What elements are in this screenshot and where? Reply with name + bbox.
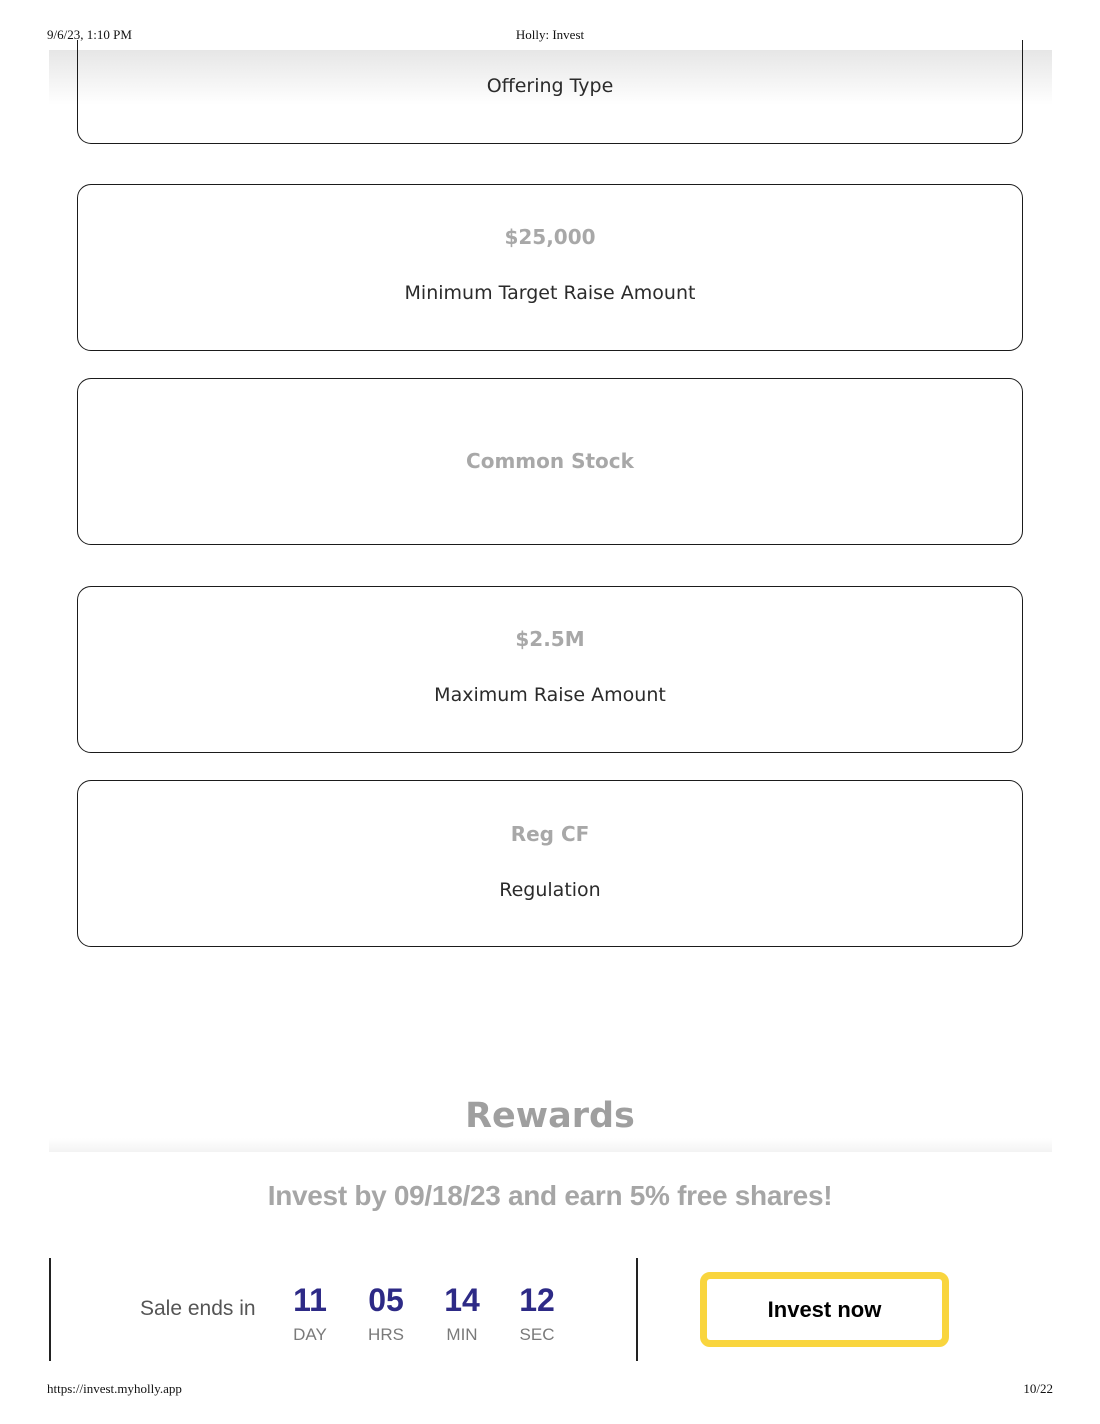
- rewards-title: Rewards: [465, 1096, 635, 1136]
- card-value: $25,000: [504, 225, 596, 249]
- security-type-card: [77, 378, 1023, 545]
- invest-now-button[interactable]: Invest now: [700, 1272, 949, 1347]
- countdown-hours-value: 05: [368, 1282, 404, 1318]
- card-label: Maximum Raise Amount: [434, 684, 666, 706]
- countdown-seconds-value: 12: [519, 1282, 555, 1318]
- card-value: Common Stock: [466, 449, 634, 473]
- card-label: Regulation: [499, 879, 601, 901]
- countdown-seconds: [502, 1281, 572, 1345]
- card-label: Minimum Target Raise Amount: [404, 282, 696, 304]
- countdown-minutes-label: MIN: [446, 1325, 478, 1344]
- countdown-hours-label: HRS: [368, 1325, 404, 1344]
- print-page-number: 10/22: [1023, 1381, 1053, 1396]
- countdown-days: [275, 1281, 345, 1345]
- offering-type-card: [77, 40, 1023, 144]
- print-footer: [0, 1381, 1100, 1399]
- card-value: $2.5M: [515, 627, 585, 651]
- countdown-days-value: 11: [293, 1282, 327, 1318]
- sale-ends-label: Sale ends in: [140, 1297, 256, 1320]
- countdown-seconds-label: SEC: [519, 1325, 555, 1344]
- print-url: https://invest.myholly.app: [47, 1381, 182, 1396]
- min-target-raise-card: [77, 184, 1023, 351]
- left-divider: [49, 1258, 51, 1361]
- center-divider: [636, 1258, 638, 1361]
- countdown-minutes: [427, 1281, 497, 1345]
- max-raise-card: [77, 586, 1023, 753]
- print-datetime: 9/6/23, 1:10 PM: [47, 27, 132, 42]
- countdown-minutes-value: 14: [444, 1282, 480, 1318]
- print-title: Holly: Invest: [515, 27, 585, 42]
- card-label: Offering Type: [486, 75, 614, 97]
- rewards-offer: Invest by 09/18/23 and earn 5% free shares!: [267, 1180, 833, 1211]
- countdown-hours: [351, 1281, 421, 1345]
- rewards-divider: [49, 1138, 1052, 1152]
- regulation-card: [77, 780, 1023, 947]
- countdown-days-label: DAY: [293, 1325, 327, 1344]
- card-value: Reg CF: [510, 822, 590, 846]
